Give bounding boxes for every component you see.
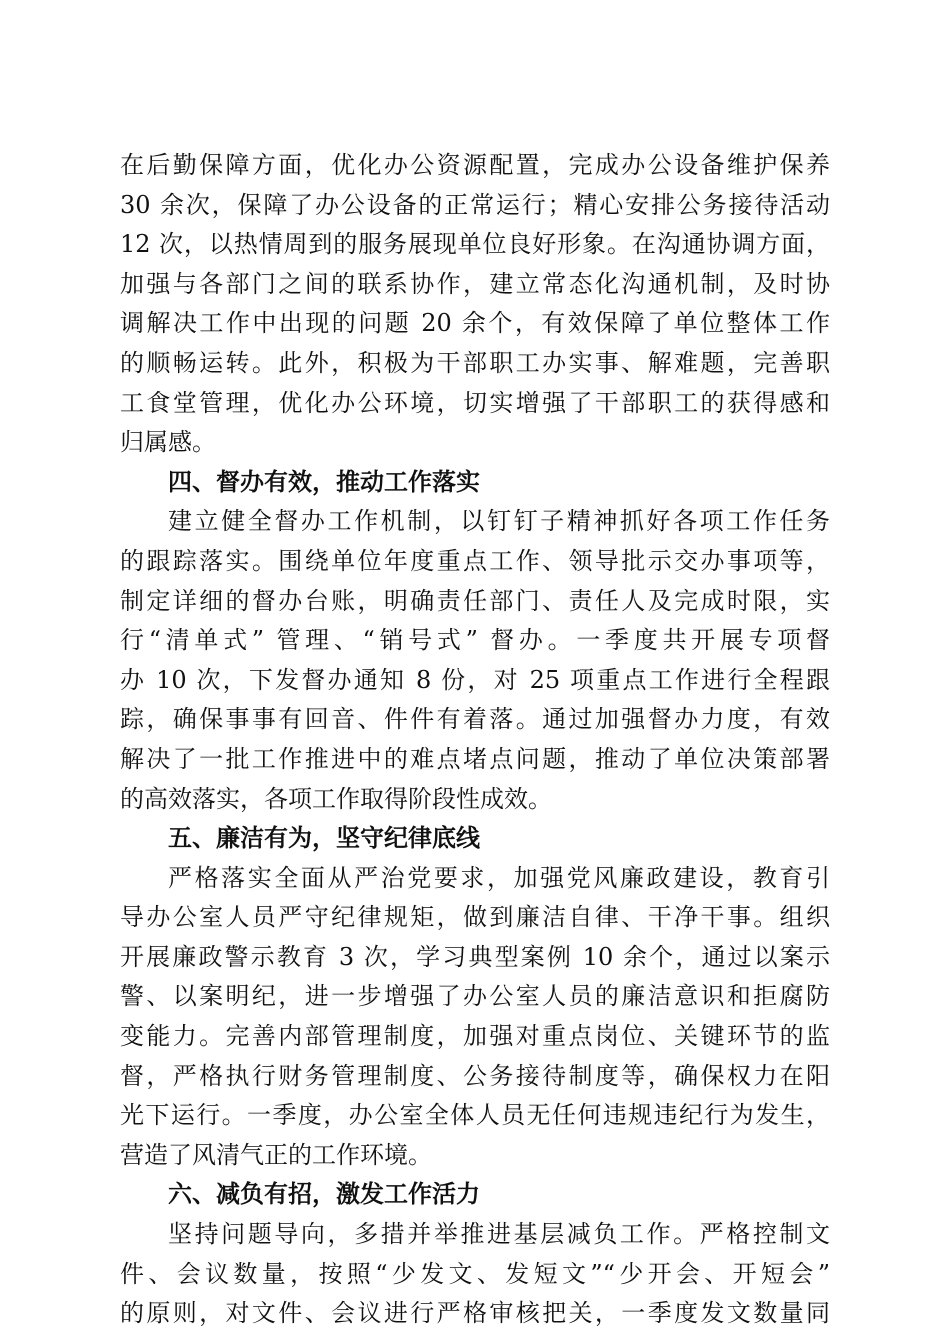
text-line: 归属感。 — [120, 428, 216, 457]
section-heading-burden-reduction: 六、减负有招，激发工作活力 — [168, 1180, 480, 1209]
text-line: 坚持问题导向，多措并举推进基层减负工作。严格控制文 — [168, 1220, 830, 1249]
text-line: 开展廉政警示教育 3 次，学习典型案例 10 余个，通过以案示 — [120, 942, 830, 971]
document-body — [120, 146, 830, 1334]
text-line: 的原则，对文件、会议进行严格审核把关，一季度发文数量同 — [120, 1299, 830, 1328]
text-line: 踪，确保事事有回音、件件有着落。通过加强督办力度，有效 — [120, 705, 830, 734]
text-line: 件、会议数量，按照“少发文、发短文”“少开会、开短会” — [120, 1259, 830, 1288]
text-line: 督，严格执行财务管理制度、公务接待制度等，确保权力在阳 — [120, 1061, 830, 1090]
text-line: 严格落实全面从严治党要求，加强党风廉政建设，教育引 — [168, 863, 830, 892]
text-line: 在后勤保障方面，优化办公资源配置，完成办公设备维护保养 — [120, 151, 830, 179]
text-line: 建立健全督办工作机制，以钉钉子精神抓好各项工作任务 — [168, 507, 830, 536]
text-line: 的跟踪落实。围绕单位年度重点工作、领导批示交办事项等， — [120, 546, 830, 575]
text-line: 加强与各部门之间的联系协作，建立常态化沟通机制，及时协 — [120, 269, 830, 298]
text-line: 的高效落实，各项工作取得阶段性成效。 — [120, 784, 552, 813]
paragraph-burden-reduction — [120, 1215, 830, 1334]
paragraph-integrity — [120, 859, 830, 1176]
text-line: 导办公室人员严守纪律规矩，做到廉洁自律、干净干事。组织 — [120, 903, 830, 932]
section-heading-supervision: 四、督办有效，推动工作落实 — [168, 467, 480, 496]
text-line: 调解决工作中出现的问题 20 余个，有效保障了单位整体工作 — [120, 309, 830, 338]
text-line: 变能力。完善内部管理制度，加强对重点岗位、关键环节的监 — [120, 1022, 830, 1051]
text-line: 30 余次，保障了办公设备的正常运行；精心安排公务接待活动 — [120, 190, 830, 219]
text-line: 12 次，以热情周到的服务展现单位良好形象。在沟通协调方面， — [120, 230, 830, 259]
section-heading-integrity: 五、廉洁有为，坚守纪律底线 — [168, 824, 480, 853]
text-line: 工食堂管理，优化办公环境，切实增强了干部职工的获得感和 — [120, 388, 830, 417]
text-line: 制定详细的督办台账，明确责任部门、责任人及完成时限，实 — [120, 586, 830, 615]
text-line: 行“清单式” 管理、“销号式” 督办。一季度共开展专项督 — [120, 626, 830, 655]
text-line: 光下运行。一季度，办公室全体人员无任何违规违纪行为发生， — [120, 1101, 830, 1130]
paragraph-logistics — [120, 146, 830, 463]
text-line: 营造了风清气正的工作环境。 — [120, 1140, 432, 1169]
text-line: 的顺畅运转。此外，积极为干部职工办实事、解难题，完善职 — [120, 348, 830, 377]
text-line: 办 10 次，下发督办通知 8 份，对 25 项重点工作进行全程跟 — [120, 665, 830, 694]
text-line: 警、以案明纪，进一步增强了办公室人员的廉洁意识和拒腐防 — [120, 982, 830, 1011]
paragraph-supervision — [120, 502, 830, 819]
text-line: 解决了一批工作推进中的难点堵点问题，推动了单位决策部署 — [120, 744, 830, 773]
